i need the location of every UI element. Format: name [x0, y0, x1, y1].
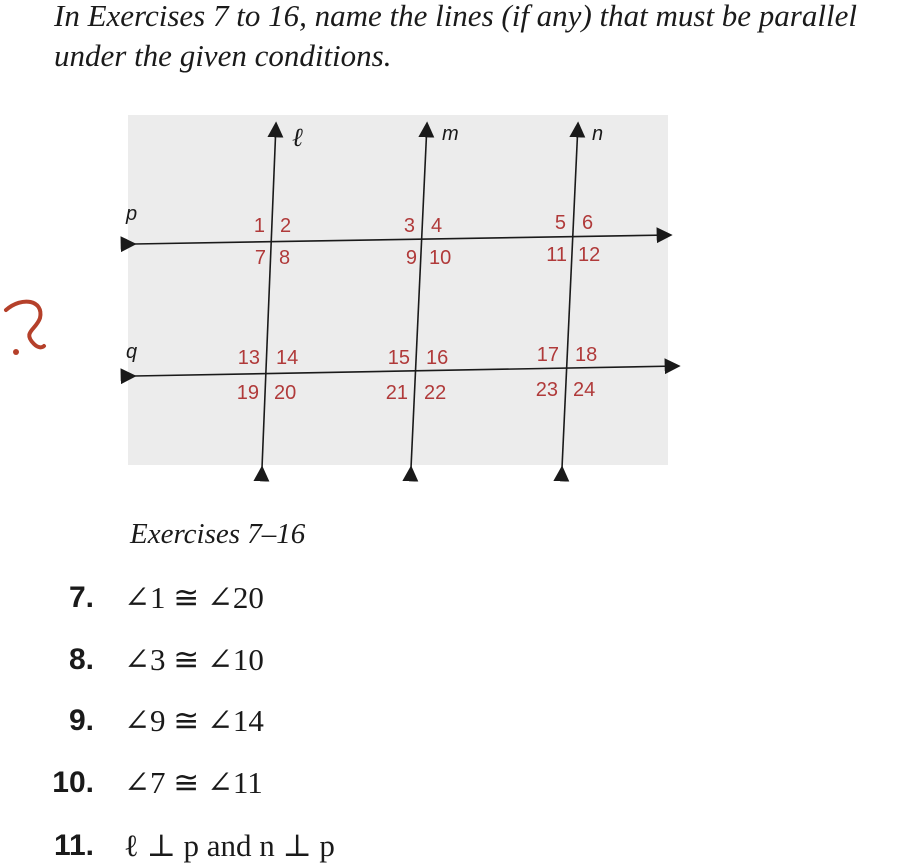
exercise-statement: ∠3 ≅ ∠10 [124, 642, 264, 677]
line-label-p: p [126, 203, 138, 225]
angle-label: 2 [280, 215, 292, 237]
angle-label: 20 [274, 382, 297, 404]
angle-label: 18 [575, 344, 598, 366]
exercise-item [0, 826, 600, 866]
exercise-statement: ∠9 ≅ ∠14 [124, 703, 264, 738]
angle-label: 24 [573, 379, 596, 401]
line-label-n: n [592, 123, 604, 145]
angle-label: 5 [554, 212, 566, 234]
angle-label: 14 [276, 347, 299, 369]
exercise-item [0, 701, 600, 741]
exercise-statement: ∠7 ≅ ∠11 [124, 765, 263, 800]
angle-label: 7 [254, 247, 266, 269]
handwritten-question-mark [6, 302, 44, 355]
exercise-number: 7. [68, 581, 94, 614]
angle-label: 3 [403, 215, 415, 237]
line-l [262, 124, 276, 468]
angle-label: 16 [426, 347, 449, 369]
angle-label: 11 [546, 244, 567, 266]
line-m [411, 124, 427, 468]
angle-label: 10 [429, 247, 452, 269]
exercise-number: 10. [52, 766, 94, 799]
exercise-number: 9. [68, 704, 94, 737]
angle-label: 12 [578, 244, 601, 266]
angle-label: 15 [387, 347, 410, 369]
angle-label: 13 [237, 347, 260, 369]
angle-label: 21 [385, 382, 408, 404]
exercise-number: 11. [53, 829, 94, 862]
line-label-l: ℓ [292, 123, 303, 152]
angle-label: 6 [582, 212, 594, 234]
exercise-statement: ∠1 ≅ ∠20 [124, 580, 264, 615]
line-n [562, 124, 578, 468]
angle-label: 8 [279, 247, 291, 269]
line-p [134, 235, 670, 244]
figure-caption: Exercises 7–16 [130, 518, 306, 550]
angle-label: 4 [431, 215, 443, 237]
exercise-item [0, 578, 600, 618]
angle-label: 19 [236, 382, 259, 404]
exercise-statement: ℓ ⊥ p and n ⊥ p [124, 828, 335, 863]
angle-label: 1 [253, 215, 265, 237]
angle-label: 17 [536, 344, 559, 366]
angle-label: 22 [424, 382, 447, 404]
angle-label: 23 [535, 379, 558, 401]
line-label-m: m [442, 123, 459, 145]
exercise-number: 8. [68, 643, 94, 676]
line-label-q: q [126, 341, 138, 363]
exercise-item [0, 763, 600, 803]
instructions-text: In Exercises 7 to 16, name the lines (if any) that must be parallel under the given conditions. [54, 0, 857, 73]
exercise-item [0, 640, 600, 680]
angle-label: 9 [405, 247, 417, 269]
